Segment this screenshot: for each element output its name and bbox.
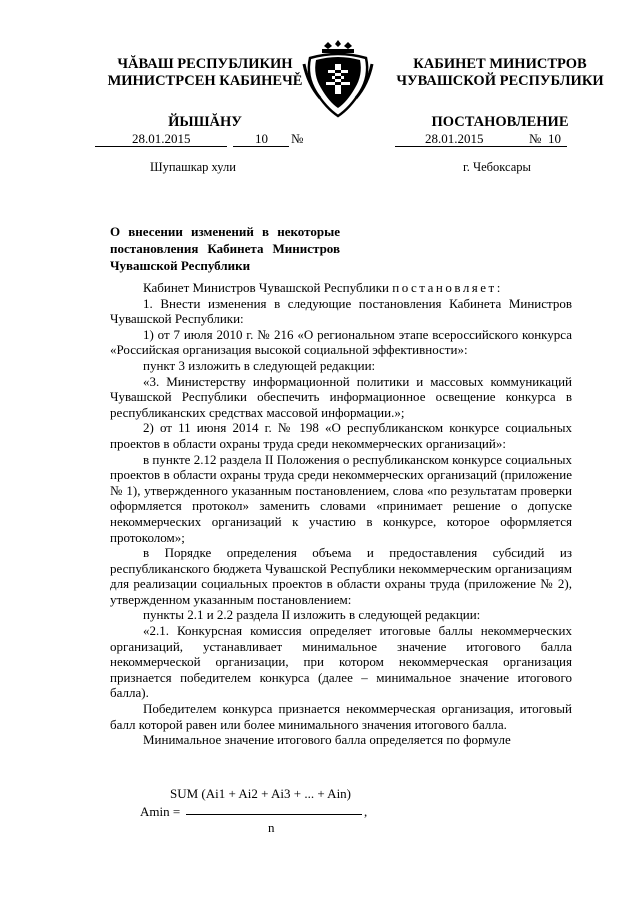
formula-denominator: n: [268, 820, 275, 835]
header-left: [100, 56, 310, 131]
header-right-title: ПОСТАНОВЛЕНИЕ: [431, 114, 569, 130]
formula-fraction-bar: [186, 814, 362, 815]
paragraph: пункт 3 изложить в следующей редакции:: [143, 357, 376, 373]
date-left: 28.01.2015: [132, 131, 191, 146]
chuvash-coat-of-arms-icon: [302, 40, 374, 120]
number-sign-right: №: [529, 131, 542, 146]
paragraph: в пункте 2.12 раздела II Положения о республиканском конкурсе социальных проектов в области охраны труда среди некоммерческих организаций (приложение № 1), утвержденного указанным постановлением, слова «по результатам проверки оформляется протокол» заменить словами «принимает решение о допуске некоммерческих организаций к участию в конкурсе, которое оформляется протоколом»;: [110, 451, 572, 545]
document-body: [110, 280, 572, 748]
header-left-line2: МИНИСТРСЕН КАБИНЕЧĚ: [107, 73, 303, 89]
paragraph: «2.1. Конкурсная комиссия определяет итоговые баллы некоммерческих организаций, устанавливает минимальное значение итогового балла некоммерческой организации, при котором некоммерческая организация признается победителем конкурса (далее – минимальное значение итогового балла).: [110, 623, 572, 701]
place-left: Шупашкар хули: [150, 160, 236, 174]
header-right-line1: КАБИНЕТ МИНИСТРОВ: [413, 56, 587, 72]
number-sign-left: №: [291, 131, 304, 146]
header-right-line2: ЧУВАШСКОЙ РЕСПУБЛИКИ: [396, 73, 604, 89]
formula: [140, 786, 390, 836]
document-subject: О внесении изменений в некоторые постановления Кабинета Министров Чувашской Республики: [110, 224, 340, 273]
paragraph: 1. Внести изменения в следующие постановления Кабинета Министров Чувашской Республики:: [110, 295, 572, 327]
dateline-left: [95, 131, 320, 147]
dateline-right: [395, 131, 567, 147]
header-left-line1: ЧĂВАШ РЕСПУБЛИКИН: [117, 56, 293, 72]
date-right: 28.01.2015: [425, 131, 484, 146]
paragraph: в Порядке определения объема и предоставления субсидий из республиканского бюджета Чувашской Республики некоммерческим организациям для реализации социальных проектов в области охраны труда (приложение № 2), утвержденном указанным постановлением:: [110, 545, 572, 607]
paragraph: пункты 2.1 и 2.2 раздела II изложить в следующей редакции:: [143, 607, 481, 623]
paragraph: 1) от 7 июля 2010 г. № 216 «О региональном этапе всероссийского конкурса «Российская организация высокой социальной эффективности»:: [110, 326, 572, 358]
place-right: г. Чебоксары: [463, 160, 531, 174]
formula-comma: ,: [364, 804, 368, 819]
header-right: [380, 56, 620, 131]
formula-lhs: Amin =: [140, 804, 181, 819]
header-left-title: ЙЫШĂНУ: [168, 114, 242, 130]
formula-numerator: SUM (Ai1 + Ai2 + Ai3 + ... + Ain): [170, 786, 352, 801]
paragraph-preamble: Кабинет Министров Чувашской Республики постановляет:: [143, 280, 503, 295]
paragraph: 2) от 11 июня 2014 г. № 198 «О республиканском конкурсе социальных проектов в области охраны труда среди некоммерческих организаций»:: [110, 420, 572, 451]
paragraph: «3. Министерству информационной политики и массовых коммуникаций Чувашской Республики обеспечить информационное освещение конкурса в республиканских средствах массовой информации.»;: [110, 373, 572, 420]
number-left: 10: [255, 131, 268, 146]
number-right: 10: [548, 131, 561, 146]
paragraph: Победителем конкурса признается некоммерческая организация, итоговый балл которой равен или более минимального значения итогового балла.: [110, 701, 572, 732]
paragraph: Минимальное значение итогового балла определяется по формуле: [143, 732, 511, 748]
